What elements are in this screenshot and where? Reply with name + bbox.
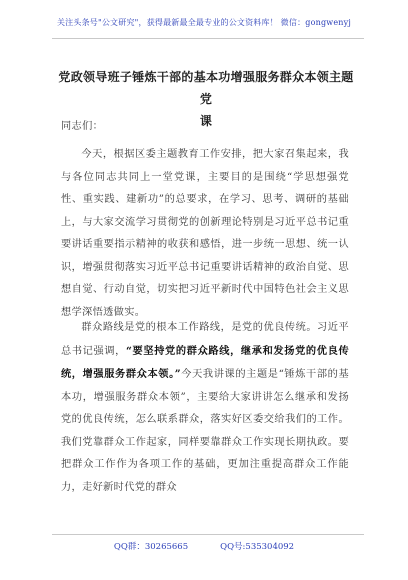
footer-qq-group: QQ群：30265665: [113, 542, 189, 552]
paragraph-2-text: [61, 317, 349, 499]
footer-divider: [52, 534, 364, 535]
paragraph-2: [61, 317, 349, 499]
paragraph-1: [61, 144, 349, 324]
header-divider: [52, 38, 364, 39]
header-banner: 关注头条号"公文研究"，获得最新最全最专业的公文资料库！ 微信：gongwenyj: [56, 18, 352, 27]
paragraph-2-quote: “要坚持党的群众路线，继承和发扬党的优良传统，增强服务群众本领。”: [61, 344, 349, 380]
paragraph-1-text: 今天，根据区委主题教育工作安排，把大家召集起来，我与各位同志共同上一堂党课，主要目的是围绕“学思想强党性、重实践、建新功”的总要求，在学习、思考、调研的基础上，与大家交流学习贯彻党的创新理论特别是习近平总书记重要讲话重要指示精神的收获和感悟，进一步统一思想、统一认识，增强贯彻落实习近平总书记重要讲话精神的政治自觉、思想自觉、行动自觉，切实把习近平新时代中国特色社会主义思想学深悟透做实。: [61, 149, 349, 318]
paragraph-2-rest: 今天我讲课的主题是“锤炼干部的基本功，增强服务群众本领”，主要给大家讲讲怎么继承和发扬党的优良传统，怎么联系群众，落实好区委交给我们的工作。我们党靠群众工作起家，同样要靠群众工作实现长期执政。要把群众工作作为各项工作的基础，更加注重提高群众工作能力，走好新时代党的群众: [61, 369, 349, 493]
title-line-2: 课: [199, 114, 213, 128]
paragraph-2-lead: 群众路线是党的根本工作路线，是党的优良传统。习近平总书记强调，: [61, 322, 349, 357]
footer: [0, 540, 408, 552]
title-line-1: 党政领导班子锤炼干部的基本功增强服务群众本领主题党: [58, 70, 354, 106]
salutation: 同志们：: [61, 121, 104, 132]
footer-qq: QQ号:535304092: [220, 542, 295, 552]
